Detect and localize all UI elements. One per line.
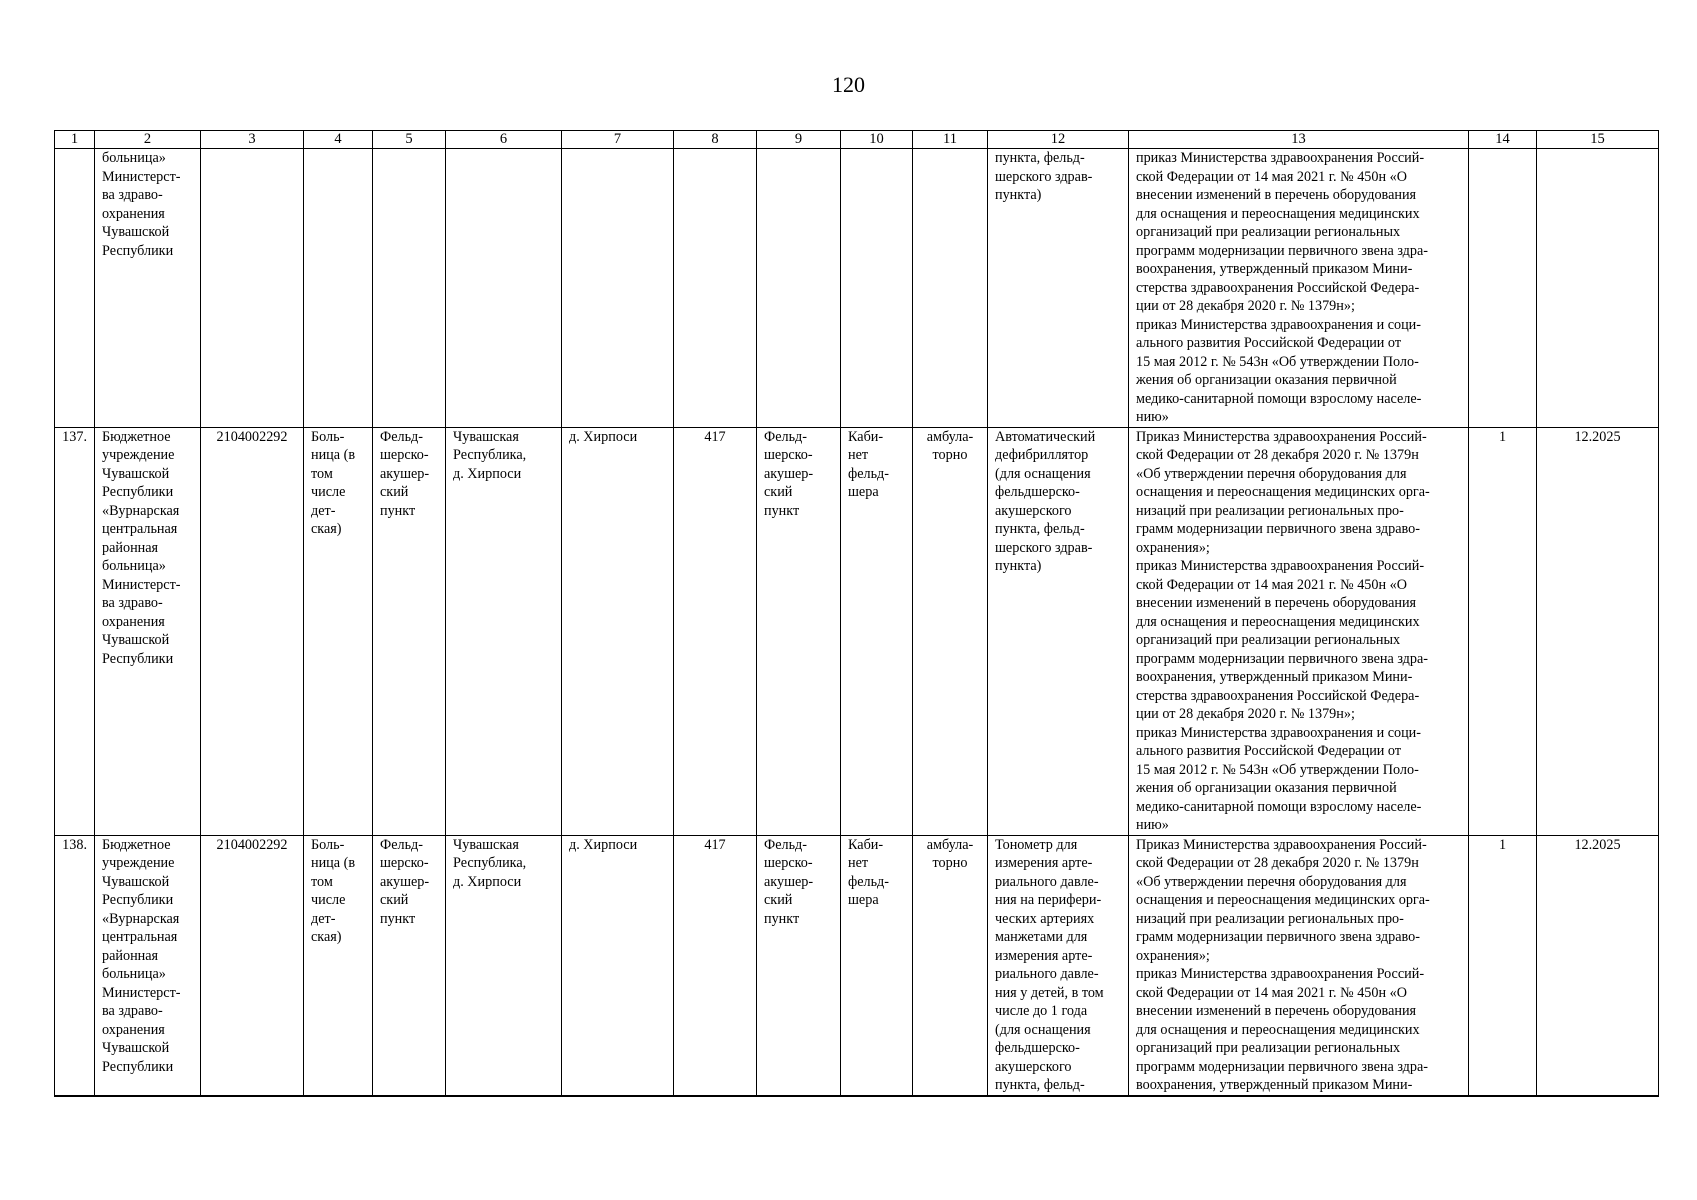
cell-line: ва здраво- (102, 595, 163, 611)
table-cell-col-2 (95, 427, 201, 835)
cell-line: для оснащения и переоснащения медицинских (1136, 205, 1420, 222)
table-cell-col-15 (1537, 149, 1659, 428)
cell-line: 2104002292 (216, 836, 288, 853)
cell-line: стерства здравоохранения Российской Федера- (1136, 687, 1420, 704)
cell-line: больница» (102, 150, 166, 166)
cell-line: фельд- (848, 873, 889, 890)
cell-line: грамм модернизации первичного звена здраво- (1136, 929, 1420, 945)
cell-line: охранения (102, 1021, 165, 1038)
page-number: 120 (832, 72, 865, 97)
cell-line: амбула- (926, 836, 974, 853)
cell-line: акушер- (380, 873, 430, 890)
cell-line: оснащения и переоснащения медицинских орга- (1136, 484, 1430, 500)
cell-line: акушер- (764, 465, 814, 482)
cell-line: акушерского (995, 1058, 1072, 1075)
column-header-7: 7 (562, 131, 674, 149)
cell-line: акушер- (764, 873, 814, 890)
table-cell-col-5 (373, 427, 446, 835)
table-row (55, 427, 1659, 835)
cell-line: Республика, (453, 855, 527, 871)
table-cell-col-1 (55, 149, 95, 428)
cell-line: шерско- (764, 855, 813, 871)
cell-line: манжетами для (995, 929, 1088, 945)
cell-line: Фельд- (764, 836, 807, 853)
table-cell-col-11 (913, 835, 988, 1096)
cell-line: фельдшерско- (995, 484, 1080, 500)
cell-line: районная (102, 539, 159, 556)
table-cell-col-5 (373, 835, 446, 1096)
table-cell-col-1 (55, 427, 95, 835)
cell-line: Боль- (311, 428, 345, 445)
cell-line: шерско- (380, 447, 429, 463)
cell-line: Чувашской (102, 224, 170, 240)
cell-line: измерения арте- (995, 947, 1093, 964)
cell-line: шера (848, 484, 879, 500)
cell-line: низаций при реализации региональных про- (1136, 910, 1404, 927)
cell-line: медико-санитарной помощи взрослому населе- (1136, 390, 1422, 407)
cell-line: охранения (102, 205, 165, 222)
cell-line: пункта, фельд- (995, 1077, 1085, 1093)
cell-line: 15 мая 2012 г. № 543н «Об утверждении Поло- (1136, 353, 1419, 370)
cell-line: программ модернизации первичного звена здра- (1136, 242, 1429, 259)
table-cell-col-3 (201, 427, 304, 835)
cell-line: Чувашской (102, 873, 170, 890)
cell-line: числе (311, 484, 346, 500)
cell-line: 12.2025 (1574, 836, 1621, 853)
cell-line: том (311, 873, 333, 890)
cell-line: Приказ Министерства здравоохранения Россий- (1136, 836, 1427, 853)
table-row (55, 149, 1659, 428)
cell-line: Каби- (848, 428, 884, 445)
cell-line: риального давле- (995, 873, 1099, 890)
cell-line: Фельд- (764, 428, 807, 445)
cell-line: ального развития Российской Федерации от (1136, 743, 1402, 759)
cell-line: д. Хирпоси (569, 836, 638, 853)
table-cell-col-14 (1469, 427, 1537, 835)
table-cell-col-12 (988, 835, 1129, 1096)
cell-line: Бюджетное (102, 836, 171, 853)
table-cell-col-3 (201, 149, 304, 428)
cell-line: Республики (102, 1058, 174, 1075)
table-cell-col-7 (562, 427, 674, 835)
cell-line: дет- (311, 910, 336, 927)
cell-line: приказ Министерства здравоохранения Россий- (1136, 558, 1425, 574)
column-header-10: 10 (841, 131, 913, 149)
cell-line: Бюджетное (102, 428, 171, 445)
cell-line: д. Хирпоси (569, 428, 638, 445)
cell-line: Чувашской (102, 465, 170, 482)
cell-line: Чувашской (102, 632, 170, 648)
cell-line: шера (848, 892, 879, 908)
cell-line: «Вурнарская (102, 910, 180, 927)
cell-line: д. Хирпоси (453, 873, 522, 890)
cell-line: охранения»; (1136, 947, 1210, 964)
cell-line: районная (102, 947, 159, 964)
table-row (55, 835, 1659, 1096)
cell-line: Фельд- (380, 836, 423, 853)
cell-line: грамм модернизации первичного звена здраво- (1136, 521, 1420, 537)
cell-line: центральная (102, 521, 178, 537)
cell-line: ская) (311, 929, 342, 945)
cell-line: пункт (380, 502, 416, 519)
cell-line: «Вурнарская (102, 502, 180, 519)
cell-line: приказ Министерства здравоохранения и соци- (1136, 724, 1422, 741)
cell-line: организаций при реализации региональных (1136, 632, 1401, 648)
cell-line: торно (932, 855, 968, 871)
cell-line: для оснащения и переоснащения медицинских (1136, 1021, 1420, 1038)
table-cell-col-13 (1129, 149, 1469, 428)
cell-line: шерско- (380, 855, 429, 871)
cell-line: ального развития Российской Федерации от (1136, 335, 1402, 351)
cell-line: Министерст- (102, 984, 181, 1001)
cell-line: Чувашской (102, 1040, 170, 1056)
table-cell-col-6 (446, 835, 562, 1096)
cell-line: нет (848, 447, 869, 463)
cell-line: нию» (1136, 409, 1169, 425)
cell-line: Боль- (311, 836, 345, 853)
cell-line: «Об утверждении перечня оборудования для (1136, 465, 1407, 482)
cell-line: 138. (62, 836, 87, 853)
table-cell-col-4 (304, 427, 373, 835)
table-cell-col-14 (1469, 149, 1537, 428)
table-cell-col-15 (1537, 835, 1659, 1096)
table-cell-col-10 (841, 149, 913, 428)
cell-line: риального давле- (995, 966, 1099, 982)
cell-line: оснащения и переоснащения медицинских орга- (1136, 892, 1430, 908)
cell-line: ва здраво- (102, 187, 163, 203)
cell-line: жения об организации оказания первичной (1136, 780, 1397, 796)
column-header-5: 5 (373, 131, 446, 149)
table-cell-col-11 (913, 427, 988, 835)
table-cell-col-4 (304, 149, 373, 428)
cell-line: ский (380, 484, 409, 500)
table-cell-col-3 (201, 835, 304, 1096)
column-header-4: 4 (304, 131, 373, 149)
cell-line: Республики (102, 242, 174, 259)
cell-line: ской Федерации от 28 декабря 2020 г. № 1379н (1136, 447, 1419, 463)
cell-line: Министерст- (102, 168, 181, 185)
cell-line: организаций при реализации региональных (1136, 1040, 1401, 1056)
cell-line: ский (764, 484, 793, 500)
cell-line: ния у детей, в том (995, 984, 1104, 1001)
table-cell-col-6 (446, 427, 562, 835)
table-cell-col-5 (373, 149, 446, 428)
cell-line: Республики (102, 650, 174, 667)
cell-line: Приказ Министерства здравоохранения Россий- (1136, 428, 1427, 445)
cell-line: Республики (102, 484, 174, 500)
cell-line: воохранения, утвержденный приказом Мини- (1136, 261, 1413, 277)
cell-line: шерского здрав- (995, 539, 1093, 556)
cell-line: 1 (1498, 428, 1507, 445)
cell-line: фельд- (848, 465, 889, 482)
cell-line: Министерст- (102, 576, 181, 593)
cell-line: дет- (311, 502, 336, 519)
column-header-12: 12 (988, 131, 1129, 149)
cell-line: воохранения, утвержденный приказом Мини- (1136, 669, 1413, 685)
cell-line: центральная (102, 929, 178, 945)
table-cell-col-10 (841, 835, 913, 1096)
cell-line: торно (932, 447, 968, 463)
cell-line: ния на перифери- (995, 892, 1102, 908)
cell-line: ница (в (311, 855, 356, 871)
cell-line: учреждение (102, 855, 175, 871)
cell-line: 417 (704, 836, 726, 853)
cell-line: д. Хирпоси (453, 465, 522, 482)
cell-line: Фельд- (380, 428, 423, 445)
cell-line: внесении изменений в перечень оборудования (1136, 1003, 1417, 1019)
cell-line: «Об утверждении перечня оборудования для (1136, 873, 1407, 890)
table-cell-col-2 (95, 149, 201, 428)
cell-line: охранения (102, 613, 165, 630)
cell-line: ва здраво- (102, 1003, 163, 1019)
cell-line: пункт (764, 910, 800, 927)
cell-line: жения об организации оказания первичной (1136, 372, 1397, 388)
cell-line: охранения»; (1136, 539, 1210, 556)
cell-line: Республики (102, 892, 174, 908)
cell-line: 1 (1498, 836, 1507, 853)
column-header-11: 11 (913, 131, 988, 149)
column-header-3: 3 (201, 131, 304, 149)
cell-line: числе (311, 892, 346, 908)
table-cell-col-15 (1537, 427, 1659, 835)
table-cell-col-10 (841, 427, 913, 835)
cell-line: шерско- (764, 447, 813, 463)
table-cell-col-2 (95, 835, 201, 1096)
cell-line: (для оснащения (995, 1021, 1091, 1038)
cell-line: Тонометр для (995, 836, 1078, 853)
cell-line: нию» (1136, 817, 1169, 833)
cell-line: Республика, (453, 447, 527, 463)
cell-line: 137. (62, 428, 87, 445)
cell-line: больница» (102, 558, 166, 574)
cell-line: больница» (102, 966, 166, 982)
column-header-8: 8 (674, 131, 757, 149)
table-cell-col-7 (562, 149, 674, 428)
cell-line: Чувашская (453, 836, 519, 853)
cell-line: организаций при реализации региональных (1136, 224, 1401, 240)
table-cell-col-8 (674, 835, 757, 1096)
cell-line: ской Федерации от 14 мая 2021 г. № 450н «О (1136, 984, 1407, 1001)
cell-line: стерства здравоохранения Российской Федера- (1136, 279, 1420, 296)
cell-line: ский (764, 892, 793, 908)
cell-line: внесении изменений в перечень оборудования (1136, 187, 1417, 203)
cell-line: ции от 28 декабря 2020 г. № 1379н»; (1136, 298, 1355, 314)
cell-line: пункт (380, 910, 416, 927)
table-cell-col-8 (674, 427, 757, 835)
cell-line: ская) (311, 521, 342, 537)
cell-line: пункта) (995, 187, 1042, 203)
cell-line: фельдшерско- (995, 1040, 1080, 1056)
cell-line: дефибриллятор (995, 447, 1089, 463)
cell-line: Каби- (848, 836, 884, 853)
cell-line: пункта) (995, 558, 1042, 574)
table-cell-col-7 (562, 835, 674, 1096)
table-cell-col-4 (304, 835, 373, 1096)
cell-line: приказ Министерства здравоохранения и соци- (1136, 316, 1422, 333)
cell-line: акушер- (380, 465, 430, 482)
cell-line: программ модернизации первичного звена здра- (1136, 1058, 1429, 1075)
cell-line: ской Федерации от 14 мая 2021 г. № 450н «О (1136, 168, 1407, 185)
table-cell-col-9 (757, 835, 841, 1096)
cell-line: ции от 28 декабря 2020 г. № 1379н»; (1136, 706, 1355, 722)
table-cell-col-9 (757, 427, 841, 835)
cell-line: программ модернизации первичного звена здра- (1136, 650, 1429, 667)
cell-line: (для оснащения (995, 465, 1091, 482)
table-cell-col-6 (446, 149, 562, 428)
column-header-13: 13 (1129, 131, 1469, 149)
column-header-1: 1 (55, 131, 95, 149)
cell-line: 12.2025 (1574, 428, 1621, 445)
cell-line: амбула- (926, 428, 974, 445)
table-cell-col-13 (1129, 835, 1469, 1096)
column-header-9: 9 (757, 131, 841, 149)
cell-line: учреждение (102, 447, 175, 463)
column-header-6: 6 (446, 131, 562, 149)
table-cell-col-8 (674, 149, 757, 428)
cell-line: ский (380, 892, 409, 908)
cell-line: внесении изменений в перечень оборудования (1136, 595, 1417, 611)
cell-line: для оснащения и переоснащения медицинских (1136, 613, 1420, 630)
table-cell-col-9 (757, 149, 841, 428)
cell-line: нет (848, 855, 869, 871)
cell-line: приказ Министерства здравоохранения Россий- (1136, 966, 1425, 982)
cell-line: медико-санитарной помощи взрослому населе- (1136, 798, 1422, 815)
cell-line: воохранения, утвержденный приказом Мини- (1136, 1077, 1413, 1093)
column-header-14: 14 (1469, 131, 1537, 149)
cell-line: 417 (704, 428, 726, 445)
cell-line: том (311, 465, 333, 482)
cell-line: числе до 1 года (995, 1003, 1088, 1019)
table-cell-col-1 (55, 835, 95, 1096)
equipment-table (54, 130, 1659, 1097)
cell-line: ской Федерации от 14 мая 2021 г. № 450н «О (1136, 576, 1407, 593)
table-cell-col-14 (1469, 835, 1537, 1096)
cell-line: шерского здрав- (995, 168, 1093, 185)
table-cell-col-11 (913, 149, 988, 428)
column-header-2: 2 (95, 131, 201, 149)
table-cell-col-12 (988, 427, 1129, 835)
cell-line: Чувашская (453, 428, 519, 445)
cell-line: пункта, фельд- (995, 521, 1085, 537)
cell-line: Автоматический (995, 428, 1096, 445)
cell-line: 2104002292 (216, 428, 288, 445)
cell-line: пункта, фельд- (995, 150, 1085, 166)
cell-line: ческих артериях (995, 910, 1095, 927)
table-cell-col-13 (1129, 427, 1469, 835)
cell-line: измерения арте- (995, 855, 1093, 871)
cell-line: ница (в (311, 447, 356, 463)
table-cell-col-12 (988, 149, 1129, 428)
cell-line: низаций при реализации региональных про- (1136, 502, 1404, 519)
cell-line: приказ Министерства здравоохранения Россий- (1136, 150, 1425, 166)
column-header-15: 15 (1537, 131, 1659, 149)
cell-line: акушерского (995, 502, 1072, 519)
cell-line: пункт (764, 502, 800, 519)
cell-line: ской Федерации от 28 декабря 2020 г. № 1379н (1136, 855, 1419, 871)
cell-line: 15 мая 2012 г. № 543н «Об утверждении Поло- (1136, 761, 1419, 778)
column-number-header-row (55, 131, 1659, 149)
